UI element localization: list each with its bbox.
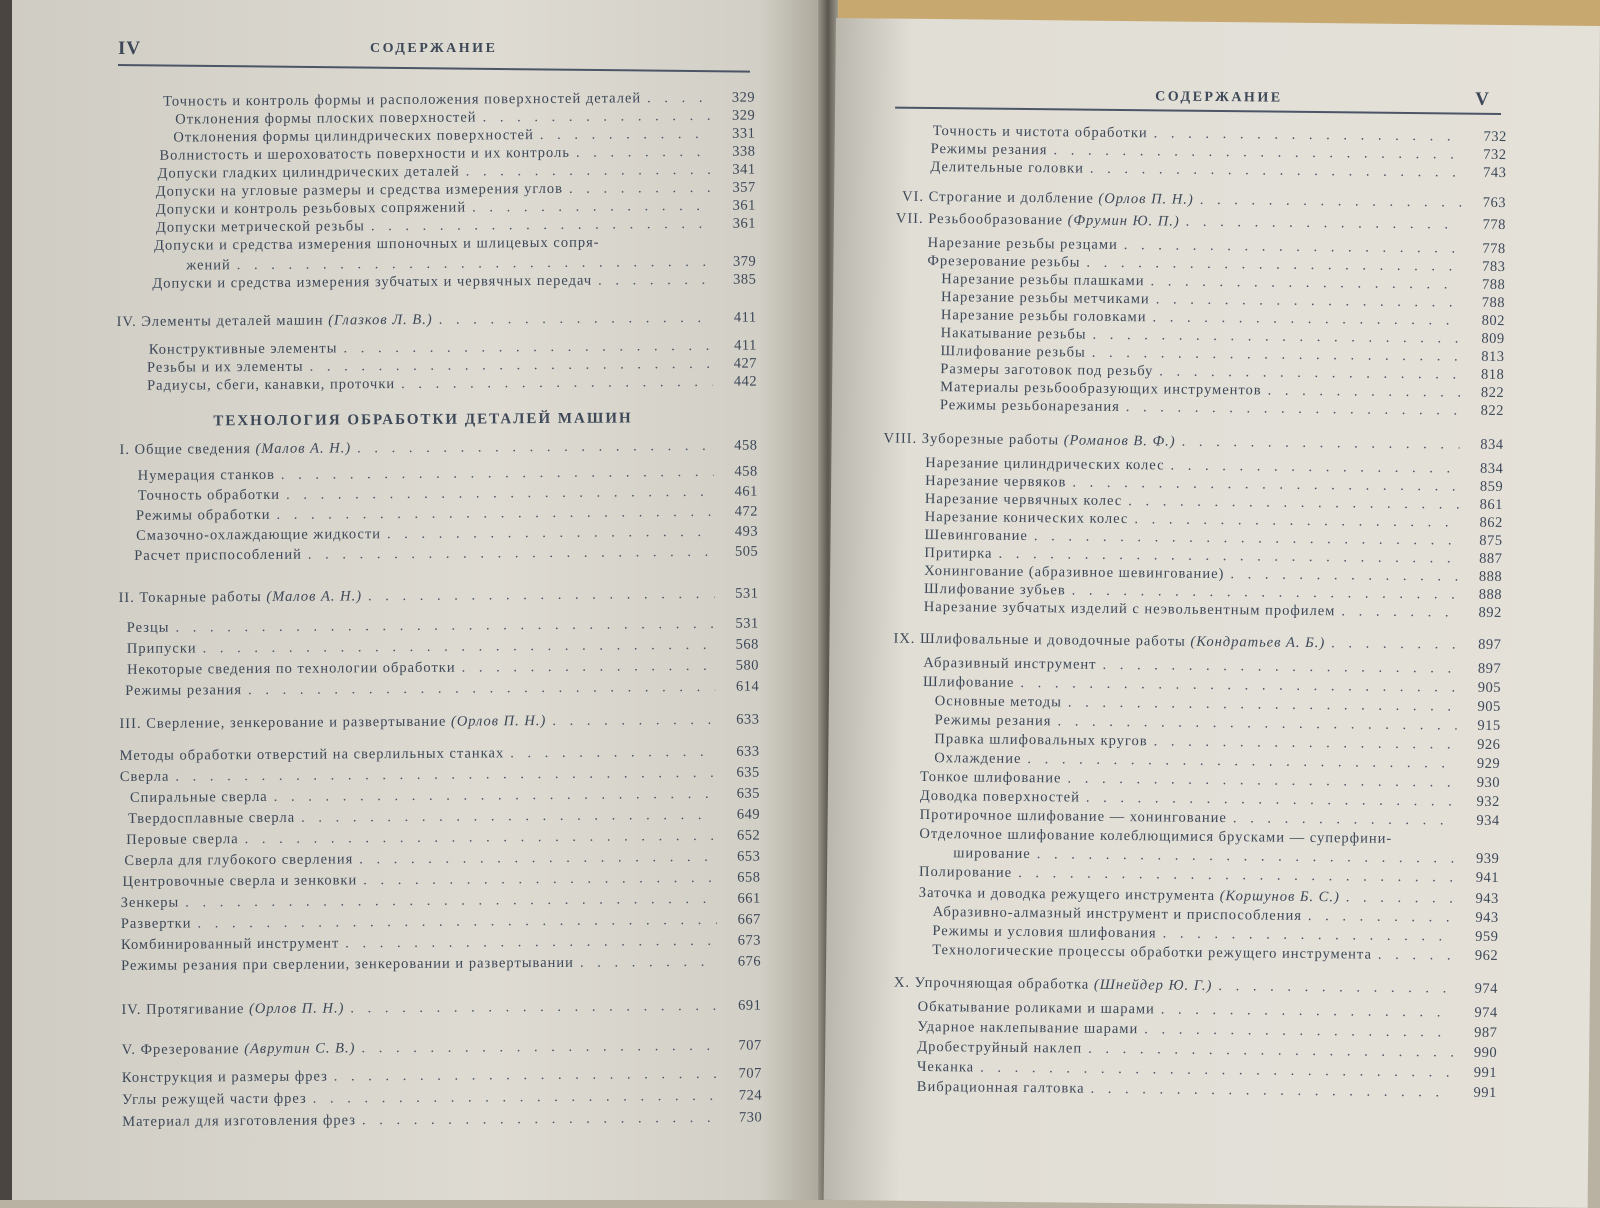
section-title: ТЕХНОЛОГИЯ ОБРАБОТКИ ДЕТАЛЕЙ МАШИН xyxy=(213,410,633,430)
toc-entry: Отделочное шлифование колеблющимися брусками — суперфини- xyxy=(919,825,1393,847)
toc-entry: Вибрационная галтовка . . . 991 xyxy=(877,1078,1497,1104)
toc-entry: Перовые сверла . . . 652 xyxy=(120,828,760,852)
toc-entry: Сверла для глубокого сверления . . . 653 xyxy=(120,849,760,873)
toc-chapter: VIII. Зуборезные работы (Романов В. Ф.) . . . 834 xyxy=(883,431,1503,457)
toc-entry: Нарезание цилиндрических колес . . . 834 xyxy=(883,455,1503,481)
toc-entry: Фрезерование резьбы . . . 783 xyxy=(885,253,1505,279)
toc-entry: Тонкое шлифование . . . 930 xyxy=(880,769,1500,795)
toc-entry: Материал для изготовления фрез . . . 730 xyxy=(122,1110,762,1134)
toc-entry: Отклонения формы цилиндрических поверхностей . . . 331 xyxy=(115,126,755,150)
toc-entry: Абразивно-алмазный инструмент и приспособления . . . 943 xyxy=(879,903,1499,929)
toc-entry: Резьбы и их элементы . . . 427 xyxy=(117,356,757,380)
right-page-number: V xyxy=(1475,88,1491,110)
toc-chapter: IX. Шлифовальные и доводочные работы (Кондратьев А. Б.) . . . 897 xyxy=(881,631,1501,657)
toc-entry: Нарезание резьбы резцами . . . 778 xyxy=(886,235,1506,261)
toc-entry: Дробеструйный наклеп . . . 990 xyxy=(877,1038,1497,1064)
toc-entry: Основные методы . . . 905 xyxy=(881,693,1501,719)
right-header-rule xyxy=(895,107,1501,115)
toc-chapter: VI. Строгание и долбление (Орлов П. Н.) . . . 763 xyxy=(886,189,1506,215)
toc-entry: Точность и контроль формы и расположения поверхностей деталей . . . 329 xyxy=(115,90,755,114)
toc-entry: Допуски гладких цилиндрических деталей . . . 341 xyxy=(116,162,756,186)
toc-entry: Зенкеры . . . 661 xyxy=(121,891,761,915)
toc-entry: Спиральные сверла . . . 635 xyxy=(120,786,760,810)
toc-entry: Нарезание зубчатых изделий с неэвольвентным профилем . . . 892 xyxy=(882,599,1502,625)
toc-entry: Делительные головки . . . 743 xyxy=(886,159,1506,185)
toc-chapter: IV. Элементы деталей машин (Глазков Л. В.) . . . 411 xyxy=(117,310,757,334)
toc-chapter: I. Общие сведения (Малов А. Н.) . . . 458 xyxy=(117,438,757,462)
toc-entry: Режимы резания . . . 614 xyxy=(119,679,759,703)
toc-entry: Доводка поверхностей . . . 932 xyxy=(880,788,1500,814)
toc-entry: жений . . . 379 xyxy=(116,254,756,278)
toc-entry: Методы обработки отверстий на сверлильных станках . . . 633 xyxy=(120,744,760,768)
toc-entry: Нарезание червячных колес . . . 861 xyxy=(883,491,1503,517)
toc-entry: Режимы резания . . . 915 xyxy=(881,712,1501,738)
toc-entry: Допуски и средства измерения зубчатых и червячных передач . . . 385 xyxy=(116,272,756,296)
toc-entry: Центровочные сверла и зенковки . . . 658 xyxy=(120,870,760,894)
book-cover-edge xyxy=(0,0,12,1200)
toc-entry: Шлифование резьбы . . . 813 xyxy=(884,343,1504,369)
toc-entry: Нумерация станков . . . 458 xyxy=(118,464,758,488)
toc-entry: Абразивный инструмент . . . 897 xyxy=(881,655,1501,681)
toc-entry: Ударное наклепывание шарами . . . 987 xyxy=(877,1018,1497,1044)
toc-entry: Допуски на угловые размеры и средства измерения углов . . . 357 xyxy=(116,180,756,204)
toc-entry: Шевингование . . . 875 xyxy=(882,527,1502,553)
toc-entry: Точность и чистота обработки . . . 732 xyxy=(887,123,1507,149)
right-page-header: СОДЕРЖАНИЕ xyxy=(1155,89,1283,106)
toc-entry: Протирочное шлифование — хонингование . . . 934 xyxy=(880,807,1500,833)
toc-entry: Смазочно-охлаждающие жидкости . . . 493 xyxy=(118,524,758,548)
toc-entry: Точность обработки . . . 461 xyxy=(118,484,758,508)
toc-entry: ширование . . . 939 xyxy=(879,844,1499,870)
toc-entry: Расчет приспособлений . . . 505 xyxy=(118,544,758,568)
toc-entry: Чеканка . . . 991 xyxy=(877,1058,1497,1084)
toc-entry: Притирка . . . 887 xyxy=(882,545,1502,571)
toc-entry: Шлифование зубьев . . . 888 xyxy=(882,581,1502,607)
toc-entry: Правка шлифовальных кругов . . . 926 xyxy=(880,731,1500,757)
toc-chapter: III. Сверление, зенкерование и развертывание (Орлов П. Н.) . . . 633 xyxy=(119,712,759,736)
left-header-rule xyxy=(118,64,750,72)
toc-entry: Нарезание конических колес . . . 862 xyxy=(883,509,1503,535)
toc-entry: Припуски . . . 568 xyxy=(119,637,759,661)
right-toc xyxy=(876,123,1507,1189)
toc-entry: Конструкция и размеры фрез . . . 707 xyxy=(122,1066,762,1090)
toc-entry: Размеры заготовок под резьбу . . . 818 xyxy=(884,361,1504,387)
toc-entry: Заточка и доводка режущего инструмента (Коршунов Б. С.) . . . 943 xyxy=(879,884,1499,910)
toc-chapter: X. Упрочняющая обработка (Шнейдер Ю. Г.) . . . 974 xyxy=(878,974,1498,1000)
toc-entry: Сверла . . . 635 xyxy=(120,765,760,789)
toc-entry: Режимы резания при сверлении, зенкеровании и развертывании . . . 676 xyxy=(121,954,761,978)
toc-entry: Режимы обработки . . . 472 xyxy=(118,504,758,528)
left-page-number: IV xyxy=(118,38,142,59)
toc-entry: Допуски и средства измерения шпоночных и шлицевых сопря- xyxy=(154,234,600,254)
toc-chapter: VII. Резьбообразование (Фрумин Ю. П.) . . . 778 xyxy=(886,211,1506,237)
toc-chapter: IV. Протягивание (Орлов П. Н.) . . . 691 xyxy=(121,998,761,1022)
toc-entry: Технологические процессы обработки режущего инструмента . . . 962 xyxy=(878,941,1498,967)
left-page-header: СОДЕРЖАНИЕ xyxy=(370,41,498,56)
toc-entry: Нарезание резьбы головками . . . 802 xyxy=(885,307,1505,333)
toc-entry: Накатывание резьбы . . . 809 xyxy=(885,325,1505,351)
toc-entry: Нарезание червяков . . . 859 xyxy=(883,473,1503,499)
toc-entry: Нарезание резьбы метчиками . . . 788 xyxy=(885,289,1505,315)
toc-entry: Развертки . . . 667 xyxy=(121,912,761,936)
toc-entry: Твердосплавные сверла . . . 649 xyxy=(120,807,760,831)
toc-entry: Резцы . . . 531 xyxy=(119,616,759,640)
toc-entry: Хонингование (абразивное шевингование) . . . 888 xyxy=(882,563,1502,589)
toc-chapter: V. Фрезерование (Аврутин С. В.) . . . 707 xyxy=(122,1038,762,1062)
toc-entry: Шлифование . . . 905 xyxy=(881,674,1501,700)
toc-entry: Полирование . . . 941 xyxy=(879,863,1499,889)
toc-entry: Режимы и условия шлифования . . . 959 xyxy=(878,922,1498,948)
toc-entry: Некоторые сведения по технологии обработки . . . 580 xyxy=(119,658,759,682)
right-page xyxy=(824,18,1600,1208)
toc-entry: Обкатывание роликами и шарами . . . 974 xyxy=(878,998,1498,1024)
toc-entry: Отклонения формы плоских поверхностей . . . 329 xyxy=(115,108,755,132)
toc-chapter: II. Токарные работы (Малов А. Н.) . . . 531 xyxy=(118,586,758,610)
toc-entry: Волнистость и шероховатость поверхности и их контроль . . . 338 xyxy=(115,144,755,168)
toc-entry: Режимы резания . . . 732 xyxy=(887,141,1507,167)
left-toc xyxy=(115,86,762,1150)
toc-entry: Режимы резьбонарезания . . . 822 xyxy=(884,397,1504,423)
toc-entry: Допуски метрической резьбы . . . 361 xyxy=(116,216,756,240)
toc-entry: Материалы резьбообразующих инструментов . . . 822 xyxy=(884,379,1504,405)
toc-entry: Комбинированный инструмент . . . 673 xyxy=(121,933,761,957)
toc-entry: Конструктивные элементы . . . 411 xyxy=(117,338,757,362)
toc-entry: Нарезание резьбы плашками . . . 788 xyxy=(885,271,1505,297)
toc-entry: Охлаждение . . . 929 xyxy=(880,750,1500,776)
toc-entry: Радиусы, сбеги, канавки, проточки . . . 442 xyxy=(117,374,757,398)
toc-entry: Углы режущей части фрез . . . 724 xyxy=(122,1088,762,1112)
toc-entry: Допуски и контроль резьбовых сопряжений . . . 361 xyxy=(116,198,756,222)
